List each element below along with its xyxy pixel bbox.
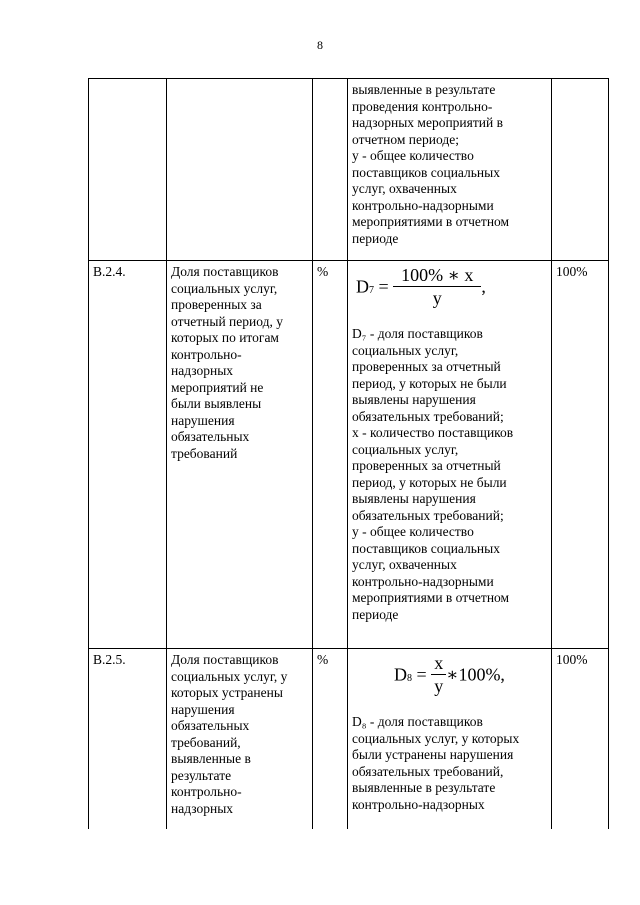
indicator-name [171,264,308,462]
text-line: надзорных мероприятий в [352,115,503,130]
text-line: Доля поставщиков [171,652,279,667]
formula-fraction [431,652,446,697]
text-line: услуг, охваченных [352,557,457,572]
text-line: периоде [352,606,399,622]
text-line: нарушения [171,412,235,428]
text-line: обязательных [171,718,250,733]
text-line: Доля поставщиков [171,264,279,279]
formula-lhs: D [394,664,408,685]
cell-target: 100% [552,261,609,649]
text-line: мероприятиями в отчетном [352,590,510,605]
formula-eq: = [416,664,427,685]
text-line: надзорных [171,363,234,378]
text-line: обязательных требований; [352,507,504,523]
text-line: отчетный период, у [171,313,283,329]
cell-description [348,649,552,829]
text-line: проверенных за отчетный [352,359,501,374]
text-line: социальных услуг, [352,441,459,457]
text-line: D₈ - доля поставщиков [352,714,483,729]
cell-code: В.2.5. [89,649,167,829]
text-line: нарушения [171,701,235,717]
formula-d8 [352,652,547,700]
formula-d7 [352,264,547,312]
cell-name [167,649,313,829]
text-line: контрольно-надзорными [352,197,494,213]
text-line: обязательных требований, [352,763,504,779]
formula-denominator: y [434,676,444,696]
text-line: контрольно-надзорных [352,796,485,812]
text-line: D₇ - доля поставщиков [352,326,483,341]
text-line: услуг, охваченных [352,181,457,196]
text-line: период, у которых не были [352,474,507,490]
table-row [89,261,609,649]
text-line: у - общее количество [352,148,474,163]
formula-denominator: y [432,288,442,308]
text-line: отчетном периоде; [352,131,459,147]
text-line: проверенных за [171,297,262,312]
text-line: проверенных за отчетный [352,458,501,473]
cell-code: В.2.4. [89,261,167,649]
text-line: социальных услуг, у которых [352,730,520,746]
text-line: поставщиков социальных [352,540,500,556]
formula-numerator: 100% ∗ x [393,264,481,287]
text-line: x - количество поставщиков [352,425,514,440]
page-number: 8 [317,38,323,52]
text-line: обязательных требований; [352,408,504,424]
formula-lhs: D [356,276,369,297]
text-line: мероприятиями в отчетном [352,214,510,229]
formula-lhs-sub: 7 [369,284,374,296]
indicator-table [88,78,609,829]
text-line: были выявлены [171,396,262,411]
description-lines [352,714,547,813]
text-line: были устранены нарушения [352,747,514,762]
text-line: контрольно-надзорными [352,573,494,589]
text-line: требований, [171,734,241,750]
table-row [89,79,609,261]
text-line: проведения контрольно- [352,98,493,114]
text-line: у - общее количество [352,524,474,539]
cell-description [348,79,552,261]
text-line: социальных услуг, [352,342,459,358]
text-line: надзорных [171,800,234,816]
text-line: обязательных [171,429,250,444]
formula-fraction [393,264,481,309]
text-line: которых устранены [171,685,283,700]
formula-tail: ∗100%, [446,664,505,685]
cell-unit [313,79,348,261]
text-line: выявлены нарушения [352,491,476,506]
text-line: контрольно- [171,784,242,799]
text-line: требований [171,445,238,461]
text-line: период, у которых не были [352,375,507,391]
cell-name [167,79,313,261]
formula-eq: = [378,276,389,297]
text-line: выявленные в [171,751,251,766]
description-lines [352,326,547,623]
formula-lhs-sub: 8 [407,672,413,684]
text-line: социальных услуг, [171,280,278,296]
table-row [89,649,609,829]
text-line: которых по итогам [171,330,279,345]
cell-unit: % [313,261,348,649]
text-line: контрольно- [171,346,242,362]
text-line: поставщиков социальных [352,164,500,180]
description-lines [352,82,547,247]
text-line: выявленные в результате [352,780,496,795]
text-line: выявлены нарушения [352,392,476,407]
text-line: результате [171,767,232,783]
formula-tail: , [481,276,486,297]
text-line: социальных услуг, у [171,668,288,684]
formula-numerator: x [431,652,446,675]
cell-unit: % [313,649,348,829]
cell-description [348,261,552,649]
text-line: выявленные в результате [352,82,496,97]
cell-target [552,79,609,261]
cell-name [167,261,313,649]
cell-target: 100% [552,649,609,829]
indicator-name [171,652,308,817]
cell-code [89,79,167,261]
text-line: мероприятий не [171,379,264,395]
text-line: периоде [352,230,399,246]
